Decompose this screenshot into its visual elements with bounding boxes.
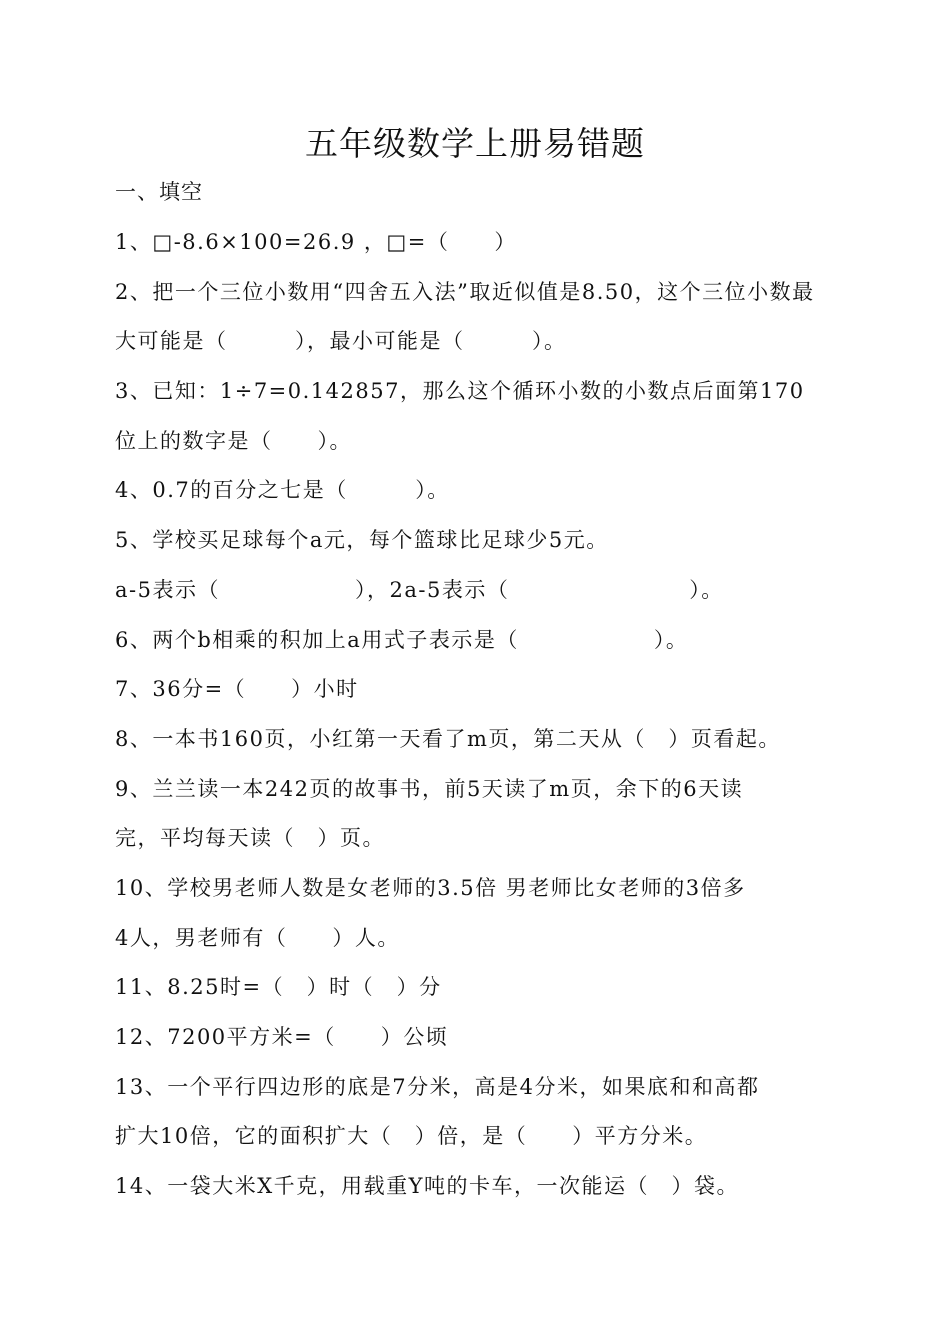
section-heading: 一、填空 [115,180,203,204]
question-line-10: 7、36分=（ ）小时 [115,677,359,702]
question-line-17: 12、7200平方米=（ ）公顷 [115,1025,449,1049]
question-line-12: 9、兰兰读一本242页的故事书，前5天读了m页，余下的6天读 [115,776,744,801]
question-line-4: 3、已知：1÷7=0.142857，那么这个循环小数的小数点后面第170 [115,379,805,404]
question-line-13: 完，平均每天读（ ）页。 [115,826,385,851]
question-line-6: 4、0.7的百分之七是（ ）。 [115,478,450,503]
question-line-7: 5、学校买足球每个a元，每个篮球比足球少5元。 [115,528,609,553]
question-line-16: 11、8.25时=（ ）时（ ）分 [115,975,442,1000]
question-lines [115,222,875,1216]
question-line-14: 10、学校男老师人数是女老师的3.5倍 男老师比女老师的3倍多 [115,875,746,900]
question-line-8: a-5表示（ ），2a-5表示（ ）。 [115,577,724,602]
question-line-3: 大可能是（ ），最小可能是（ ）。 [115,329,567,354]
question-line-20: 14、一袋大米X千克，用载重Y吨的卡车，一次能运（ ）袋。 [115,1174,740,1199]
question-line-15: 4人，男老师有（ ）人。 [115,925,400,950]
question-line-18: 13、一个平行四边形的底是7分米，高是4分米，如果底和和高都 [115,1074,760,1099]
question-line-2: 2、把一个三位小数用“四舍五入法”取近似值是8.50，这个三位小数最 [115,279,815,304]
question-line-5: 位上的数字是（ ）。 [115,428,352,453]
document-title: 五年级数学上册易错题 [305,124,645,163]
question-line-19: 扩大10倍，它的面积扩大（ ）倍，是（ ）平方分米。 [115,1124,708,1149]
question-line-9: 6、两个b相乘的积加上a用式子表示是（ ）。 [115,627,689,652]
question-line-11: 8、一本书160页，小红第一天看了m页，第二天从（ ）页看起。 [115,726,781,751]
question-line-1: 1、□-8.6×100=26.9 ，□=（ ） [115,230,517,254]
